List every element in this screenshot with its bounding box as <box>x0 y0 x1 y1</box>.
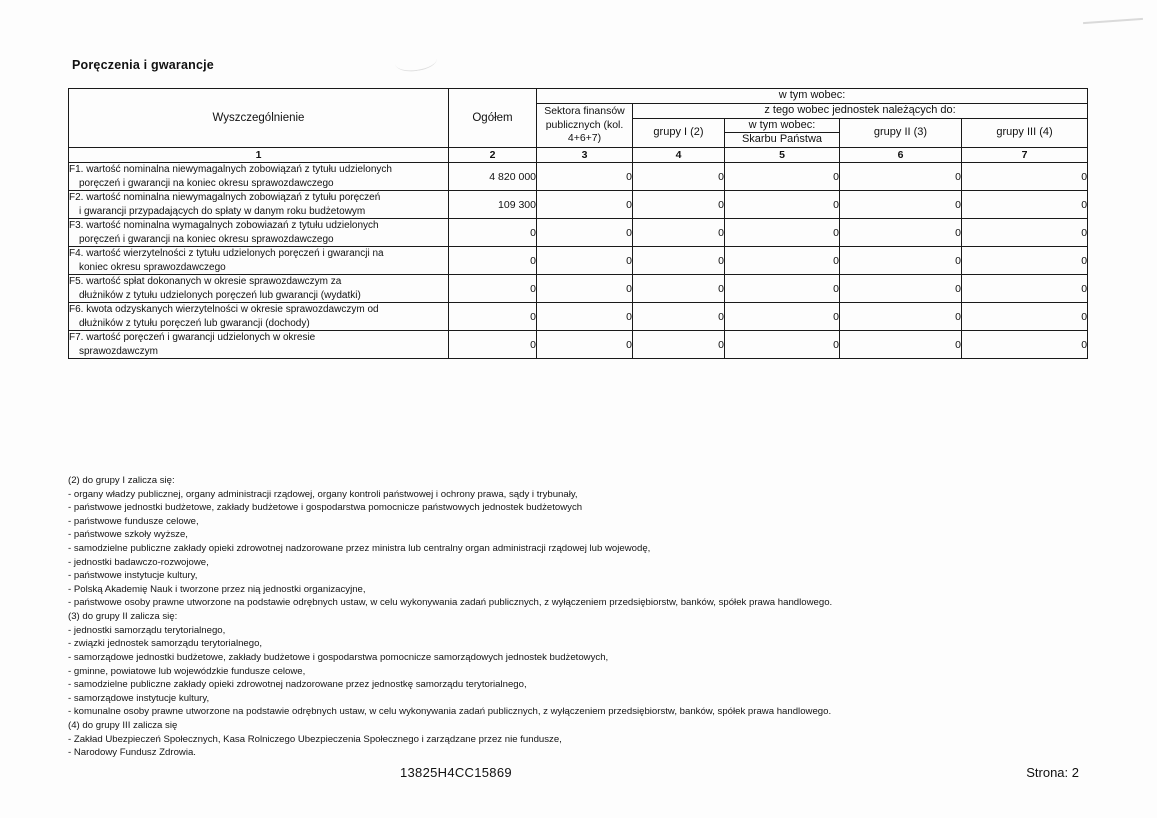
cell-grupy-1: 0 <box>633 219 725 247</box>
row-label-line1: F2. wartość nominalna niewymagalnych zobowiązań z tytułu poręczeń <box>69 192 381 203</box>
cell-sektora: 0 <box>537 191 633 219</box>
header-grupy-3: grupy III (4) <box>962 118 1088 148</box>
cell-sektora: 0 <box>537 163 633 191</box>
row-label-line1: F5. wartość spłat dokonanych w okresie sprawozdawczym za <box>69 276 342 287</box>
col-num-4: 4 <box>633 148 725 163</box>
cell-grupy-3: 0 <box>962 275 1088 303</box>
header-w-tym-wobec-inner: w tym wobec: <box>725 118 840 133</box>
footnote-line: - komunalne osoby prawne utworzone na podstawie odrębnych ustaw, w celu wykonywania zadań publicznych, z wyłączeniem przedsiębiorstw, banków, spółek prawa handlowego. <box>68 706 832 718</box>
col-num-7: 7 <box>962 148 1088 163</box>
footnote-line: - związki jednostek samorządu terytorialnego, <box>68 638 263 650</box>
cell-sektora: 0 <box>537 219 633 247</box>
cell-ogolem: 0 <box>449 275 537 303</box>
cell-sektora: 0 <box>537 331 633 359</box>
cell-skarbu: 0 <box>725 247 840 275</box>
cell-sektora: 0 <box>537 275 633 303</box>
scan-artifact <box>394 49 438 74</box>
footnote-line: - organy władzy publicznej, organy administracji rządowej, organy kontroli państwowej i ochrony prawa, sądy i trybunały, <box>68 488 578 500</box>
cell-sektora: 0 <box>537 303 633 331</box>
footnote-line: (3) do grupy II zalicza się: <box>68 611 178 623</box>
col-num-3: 3 <box>537 148 633 163</box>
row-label <box>69 191 449 219</box>
cell-ogolem: 0 <box>449 219 537 247</box>
table-row <box>69 191 1088 219</box>
cell-ogolem: 4 820 000 <box>449 163 537 191</box>
cell-grupy-2: 0 <box>840 219 962 247</box>
cell-skarbu: 0 <box>725 163 840 191</box>
cell-grupy-2: 0 <box>840 247 962 275</box>
cell-grupy-2: 0 <box>840 191 962 219</box>
footnote-line: - samodzielne publiczne zakłady opieki zdrowotnej nadzorowane przez jednostkę samorządu terytorialnego, <box>68 679 527 691</box>
table-row <box>69 163 1088 191</box>
cell-grupy-2: 0 <box>840 163 962 191</box>
table-row <box>69 331 1088 359</box>
cell-ogolem: 0 <box>449 303 537 331</box>
cell-grupy-1: 0 <box>633 191 725 219</box>
footnote-line: - jednostki badawczo-rozwojowe, <box>68 556 209 568</box>
footnote-line: - Narodowy Fundusz Zdrowia. <box>68 747 196 759</box>
cell-skarbu: 0 <box>725 219 840 247</box>
table-header-row-1 <box>69 89 1088 104</box>
cell-grupy-3: 0 <box>962 303 1088 331</box>
row-label <box>69 303 449 331</box>
cell-ogolem: 109 300 <box>449 191 537 219</box>
cell-grupy-2: 0 <box>840 331 962 359</box>
footnote-line: - państwowe szkoły wyższe, <box>68 529 188 541</box>
header-sektora: Sektora finansów publicznych (kol. 4+6+7) <box>537 103 633 147</box>
cell-skarbu: 0 <box>725 331 840 359</box>
table-row <box>69 247 1088 275</box>
row-label <box>69 247 449 275</box>
col-num-1: 1 <box>69 148 449 163</box>
cell-grupy-1: 0 <box>633 275 725 303</box>
footnote-line: - państwowe jednostki budżetowe, zakłady budżetowe i gospodarstwa pomocnicze państwowych jednostek budżetowych <box>68 502 583 514</box>
header-grupy-1: grupy I (2) <box>633 118 725 148</box>
col-num-6: 6 <box>840 148 962 163</box>
cell-grupy-3: 0 <box>962 331 1088 359</box>
footnotes <box>68 474 1098 760</box>
footnote-line: - samorządowe instytucje kultury, <box>68 692 210 704</box>
footnote-line: - Polską Akademię Nauk i tworzone przez nią jednostki organizacyjne, <box>68 583 366 595</box>
cell-skarbu: 0 <box>725 303 840 331</box>
footer-document-code: 13825H4CC15869 <box>400 765 512 780</box>
row-label <box>69 331 449 359</box>
footnote-line: - państwowe fundusze celowe, <box>68 515 199 527</box>
cell-grupy-2: 0 <box>840 303 962 331</box>
row-label-line2: koniec okresu sprawozdawczego <box>79 261 226 273</box>
footnote-line: (2) do grupy I zalicza się: <box>68 475 175 486</box>
cell-grupy-3: 0 <box>962 191 1088 219</box>
cell-grupy-3: 0 <box>962 219 1088 247</box>
row-label-line2: dłużników z tytułu udzielonych poręczeń lub gwarancji (wydatki) <box>79 289 361 301</box>
row-label-line1: F3. wartość nominalna wymagalnych zobowiazań z tytułu udzielonych <box>69 220 379 231</box>
footnote-line: (4) do grupy III zalicza się <box>68 719 178 731</box>
footnote-line: - samodzielne publiczne zakłady opieki zdrowotnej nadzorowane przez ministra lub centralny organ administracji rządowej lub wojewodę, <box>68 543 651 555</box>
header-w-tym-wobec-top: w tym wobec: <box>537 89 1088 104</box>
header-grupy-2: grupy II (3) <box>840 118 962 148</box>
cell-skarbu: 0 <box>725 275 840 303</box>
cell-grupy-3: 0 <box>962 247 1088 275</box>
table-row <box>69 303 1088 331</box>
cell-ogolem: 0 <box>449 247 537 275</box>
col-num-5: 5 <box>725 148 840 163</box>
row-label-line1: F4. wartość wierzytelności z tytułu udzielonych poręczeń i gwarancji na <box>69 248 384 259</box>
cell-grupy-1: 0 <box>633 303 725 331</box>
row-label-line1: F1. wartość nominalna niewymagalnych zobowiązań z tytułu udzielonych <box>69 164 392 175</box>
footnote-line: - jednostki samorządu terytorialnego, <box>68 624 226 636</box>
footnote-line: - gminne, powiatowe lub wojewódzkie fundusze celowe, <box>68 665 306 677</box>
col-num-2: 2 <box>449 148 537 163</box>
table-row <box>69 275 1088 303</box>
row-label-line1: F7. wartość poręczeń i gwarancji udzielonych w okresie <box>69 332 316 343</box>
row-label <box>69 275 449 303</box>
scan-artifact <box>1083 18 1143 24</box>
table-column-number-row <box>69 148 1088 163</box>
table-row <box>69 219 1088 247</box>
cell-grupy-1: 0 <box>633 331 725 359</box>
footnote-line: - samorządowe jednostki budżetowe, zakłady budżetowe i gospodarstwa pomocnicze samorządowych jednostek budżetowych, <box>68 651 609 663</box>
footnote-line: - państwowe instytucje kultury, <box>68 570 198 582</box>
footnote-line: - państwowe osoby prawne utworzone na podstawie odrębnych ustaw, w celu wykonywania zadań publicznych, z wyłączeniem przedsiębiorstw, banków, spółek prawa handlowego. <box>68 597 833 609</box>
row-label-line2: i gwarancji przypadających do spłaty w danym roku budżetowym <box>79 205 366 217</box>
footnote-line: - Zakład Ubezpieczeń Społecznych, Kasa Rolniczego Ubezpieczenia Społecznego i zarządzane przez nie fundusze, <box>68 733 562 745</box>
header-skarbu-panstwa: Skarbu Państwa <box>725 133 840 148</box>
cell-grupy-3: 0 <box>962 163 1088 191</box>
row-label-line1: F6. kwota odzyskanych wierzytelności w okresie sprawozdawczym od <box>69 304 379 315</box>
cell-sektora: 0 <box>537 247 633 275</box>
cell-skarbu: 0 <box>725 191 840 219</box>
header-wyszczegolnienie: Wyszczególnienie <box>69 89 449 148</box>
row-label-line2: poręczeń i gwarancji na koniec okresu sprawozdawczego <box>79 177 334 189</box>
cell-grupy-1: 0 <box>633 247 725 275</box>
cell-ogolem: 0 <box>449 331 537 359</box>
cell-grupy-1: 0 <box>633 163 725 191</box>
page-title: Poręczenia i gwarancje <box>72 58 214 72</box>
row-label-line2: sprawozdawczym <box>79 345 158 357</box>
row-label-line2: poręczeń i gwarancji na koniec okresu sprawozdawczego <box>79 233 334 245</box>
cell-grupy-2: 0 <box>840 275 962 303</box>
guarantees-table <box>68 88 1088 359</box>
row-label-line2: dłużników z tytułu poręczeń lub gwarancji (dochody) <box>79 317 310 329</box>
header-ogolem: Ogółem <box>449 89 537 148</box>
row-label <box>69 163 449 191</box>
footer-page-number: Strona: 2 <box>1026 765 1079 780</box>
header-z-tego-wobec: z tego wobec jednostek należących do: <box>633 103 1088 118</box>
row-label <box>69 219 449 247</box>
